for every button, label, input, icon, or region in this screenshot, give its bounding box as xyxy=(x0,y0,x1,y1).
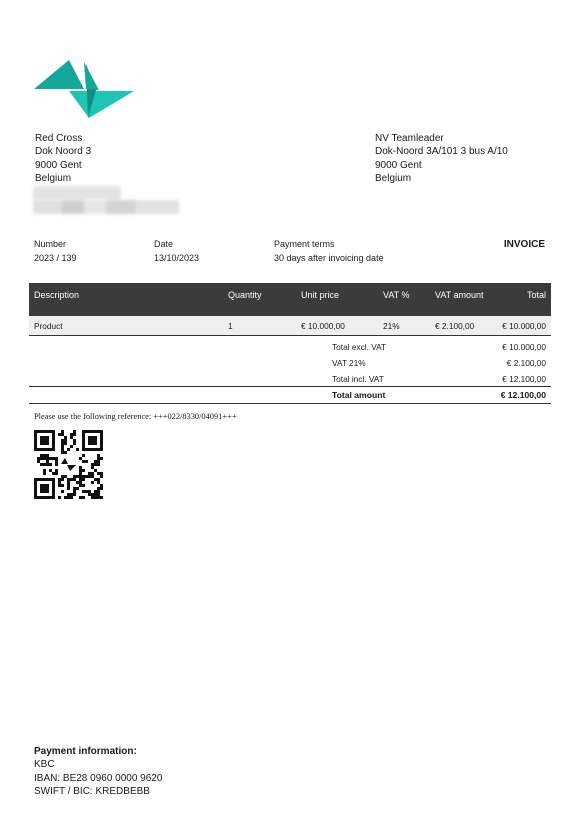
vat-label: VAT 21% xyxy=(332,358,366,368)
qr-code xyxy=(34,430,103,499)
sender-street: Dok Noord 3 xyxy=(35,146,92,158)
recipient-country: Belgium xyxy=(375,173,412,185)
total-incl-label: Total incl. VAT xyxy=(332,374,384,384)
col-description: Description xyxy=(29,283,223,316)
col-vat-percent: VAT % xyxy=(378,283,430,316)
col-vat-amount: VAT amount xyxy=(430,283,492,316)
total-excl-label: Total excl. VAT xyxy=(332,342,387,352)
date-label: Date xyxy=(154,239,174,249)
recipient-city: 9000 Gent xyxy=(375,159,422,171)
terms-label: Payment terms xyxy=(274,239,335,249)
sender-name: Red Cross xyxy=(35,133,83,144)
cell-vat-percent: 21% xyxy=(378,316,430,336)
vat-value: € 2.100,00 xyxy=(506,358,546,368)
terms-value: 30 days after invoicing date xyxy=(274,253,384,263)
date-value: 13/10/2023 xyxy=(154,253,200,263)
recipient-street: Dok-Noord 3A/101 3 bus A/10 xyxy=(375,146,508,158)
number-label: Number xyxy=(34,239,67,249)
items-table xyxy=(29,283,551,336)
teamleader-logo xyxy=(34,60,136,120)
table-row xyxy=(29,316,551,336)
cell-vat-amount: € 2.100,00 xyxy=(430,316,492,336)
number-value: 2023 / 139 xyxy=(34,253,77,263)
cell-description: Product xyxy=(29,316,223,336)
sender-country: Belgium xyxy=(35,173,72,185)
sender-address xyxy=(35,132,91,186)
total-incl-value: € 12.100,00 xyxy=(502,374,546,384)
col-unit-price: Unit price xyxy=(296,283,378,316)
payment-bic: SWIFT / BIC: KREDBEBB xyxy=(34,786,150,798)
payment-reference: Please use the following reference: +++022/8330/04091+++ xyxy=(34,412,237,421)
payment-iban: IBAN: BE28 0960 0000 9620 xyxy=(34,772,163,784)
recipient-address xyxy=(375,132,508,186)
payment-info xyxy=(34,745,162,799)
total-amount-row xyxy=(330,388,546,403)
recipient-name: NV Teamleader xyxy=(375,133,444,144)
cell-quantity: 1 xyxy=(223,316,296,336)
total-amount-value: € 12.100,00 xyxy=(500,390,546,400)
document-title: INVOICE xyxy=(503,239,545,250)
payment-heading: Payment information: xyxy=(34,746,137,757)
table-header-row xyxy=(29,283,551,316)
col-total: Total xyxy=(492,283,551,316)
cell-unit-price: € 10.000,00 xyxy=(296,316,378,336)
total-amount-label: Total amount xyxy=(332,390,386,400)
redacted-block xyxy=(33,186,183,214)
total-excl-value: € 10.000,00 xyxy=(502,342,546,352)
cell-total: € 10.000,00 xyxy=(492,316,551,336)
total-amount-top-border xyxy=(29,386,551,387)
total-amount-bottom-border xyxy=(29,403,551,404)
sender-city: 9000 Gent xyxy=(35,159,82,171)
payment-bank: KBC xyxy=(34,759,55,771)
col-quantity: Quantity xyxy=(223,283,296,316)
